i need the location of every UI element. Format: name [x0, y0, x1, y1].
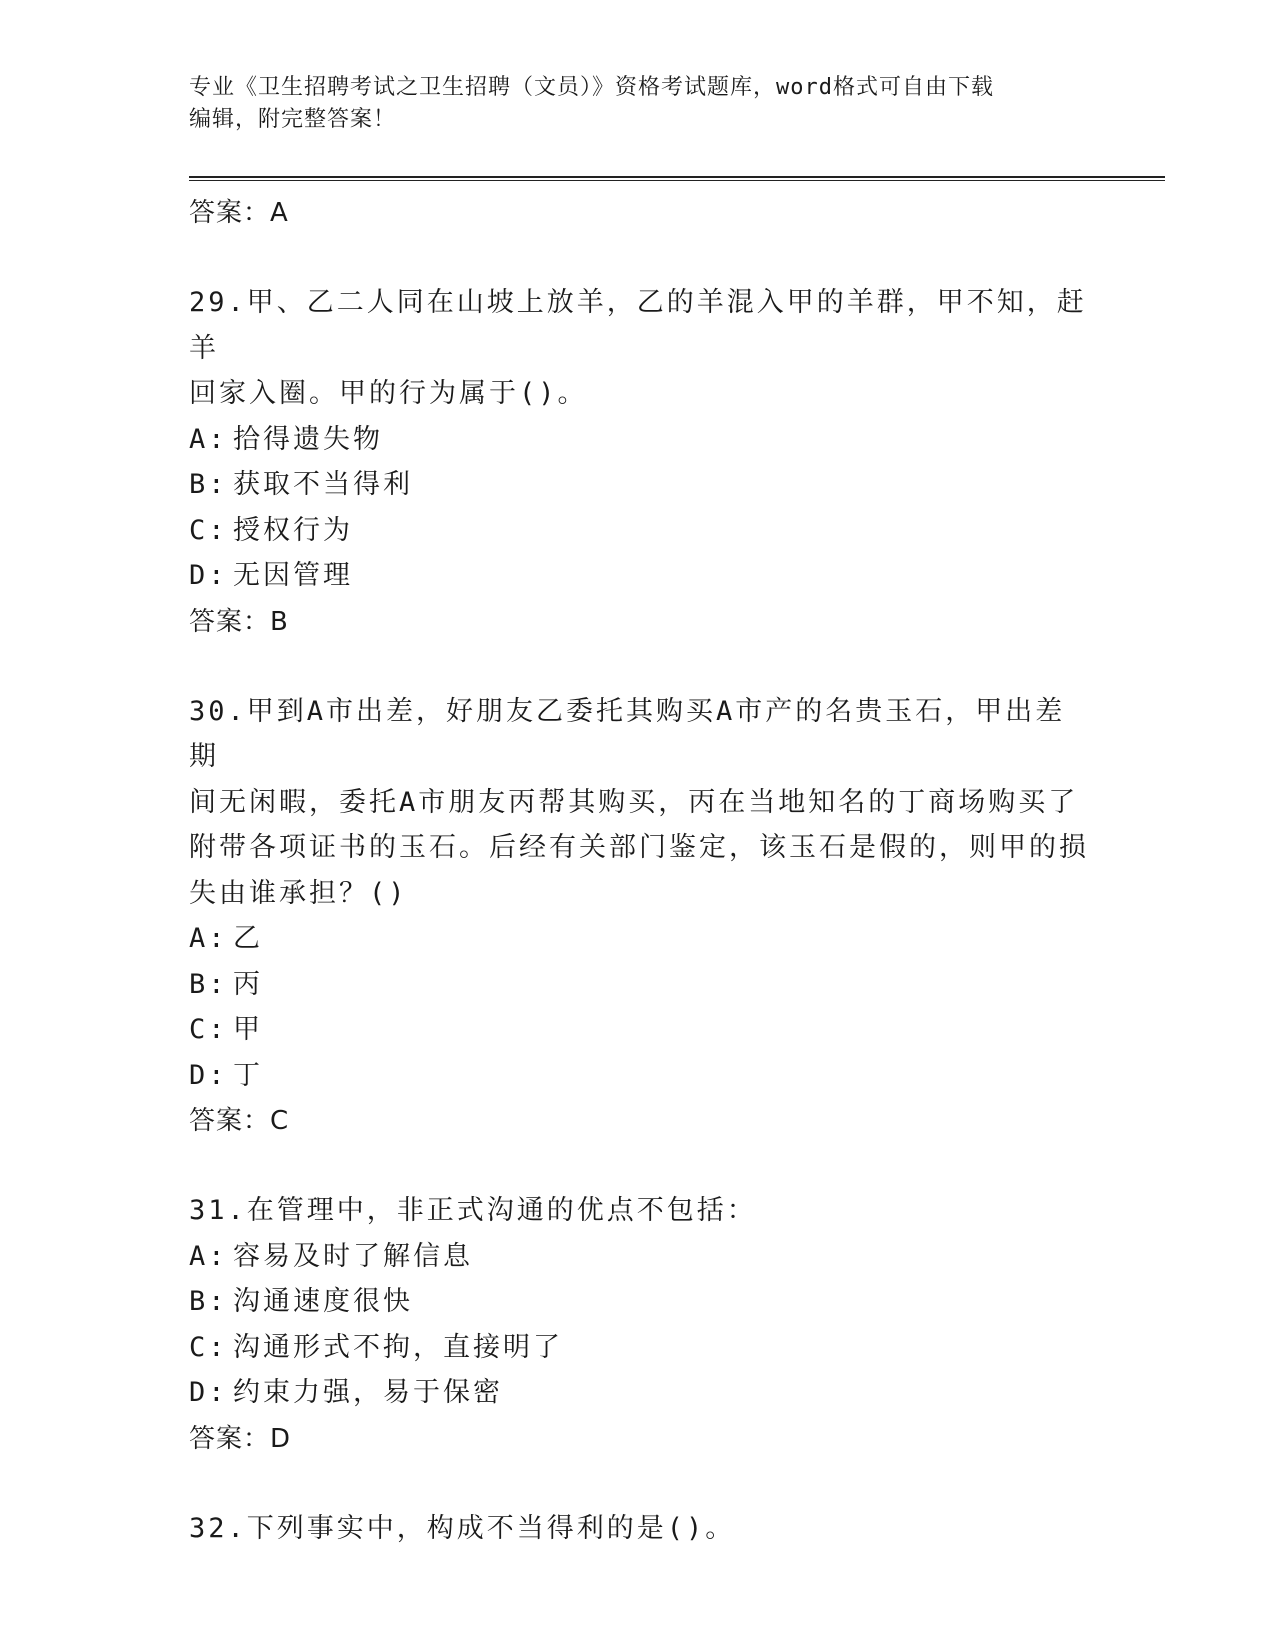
- answer-option: [189, 462, 1089, 508]
- option-letter: C:: [189, 1014, 228, 1045]
- option-letter: B:: [189, 968, 228, 1000]
- option-text: 无因管理: [233, 560, 353, 591]
- question-text-line: 30.甲到A市出差，好朋友乙委托其购买A市产的名贵玉石，甲出差期: [189, 695, 1066, 772]
- option-letter: A:: [189, 1240, 228, 1272]
- option-letter: C:: [189, 514, 228, 546]
- option-text: 拾得遗失物: [233, 423, 383, 455]
- answer-option: [189, 1279, 1089, 1325]
- question-block: [189, 689, 1089, 1145]
- option-text: 甲: [233, 1014, 263, 1045]
- option-letter: A:: [189, 923, 228, 954]
- option-letter: C:: [189, 1331, 228, 1363]
- question-text-line: 29.甲、乙二人同在山坡上放羊，乙的羊混入甲的羊群，甲不知，赶羊: [189, 287, 1087, 364]
- answer-line: 答案：D: [189, 1423, 292, 1454]
- answer-option: [189, 417, 1089, 463]
- option-text: 约束力强，易于保密: [233, 1377, 503, 1408]
- answer-option: [189, 962, 1089, 1008]
- option-letter: B:: [189, 469, 228, 500]
- question-text-line: 间无闲暇，委托A市朋友丙帮其购买，丙在当地知名的丁商场购买了: [189, 786, 1079, 818]
- answer-line: 答案：C: [189, 1106, 290, 1136]
- option-text: 授权行为: [233, 514, 353, 546]
- option-text: 容易及时了解信息: [233, 1240, 473, 1272]
- question-text-line: 回家入圈。甲的行为属于()。: [189, 378, 588, 409]
- option-letter: D:: [189, 560, 228, 591]
- option-text: 丙: [233, 968, 263, 1000]
- option-letter: D:: [189, 1377, 228, 1408]
- question-block: [189, 1506, 1089, 1552]
- question-text-line: 31.在管理中，非正式沟通的优点不包括：: [189, 1195, 757, 1226]
- answer-option: [189, 1053, 1089, 1099]
- option-letter: A:: [189, 423, 228, 455]
- answer-option: [189, 1370, 1089, 1416]
- answer-line: 答案：A: [189, 198, 289, 228]
- question-list: [189, 190, 1089, 1551]
- question-block: [189, 1188, 1089, 1462]
- answer-option: [189, 1234, 1089, 1280]
- question-text-line: 附带各项证书的玉石。后经有关部门鉴定，该玉石是假的，则甲的损: [189, 832, 1089, 863]
- option-text: 获取不当得利: [233, 469, 413, 500]
- question-text-line: 失由谁承担？(): [189, 877, 408, 909]
- option-letter: D:: [189, 1059, 228, 1091]
- option-text: 沟通形式不拘，直接明了: [233, 1331, 563, 1363]
- header-divider: [189, 176, 1165, 181]
- answer-option: [189, 508, 1089, 554]
- option-text: 沟通速度很快: [233, 1286, 413, 1317]
- header-line-2: 编辑，附完整答案！: [189, 107, 397, 132]
- option-letter: B:: [189, 1286, 228, 1317]
- question-block: [189, 280, 1089, 645]
- header-line-1: 专业《卫生招聘考试之卫生招聘（文员）》资格考试题库，word格式可自由下载: [189, 75, 994, 100]
- option-text: 乙: [233, 923, 263, 954]
- option-text: 丁: [233, 1059, 263, 1091]
- answer-option: [189, 1007, 1089, 1053]
- answer-line: 答案：B: [189, 606, 289, 637]
- answer-option: [189, 916, 1089, 962]
- answer-option: [189, 1325, 1089, 1371]
- answer-option: [189, 553, 1089, 599]
- page-header: [189, 72, 1089, 136]
- question-text-line: 32.下列事实中，构成不当得利的是()。: [189, 1512, 736, 1544]
